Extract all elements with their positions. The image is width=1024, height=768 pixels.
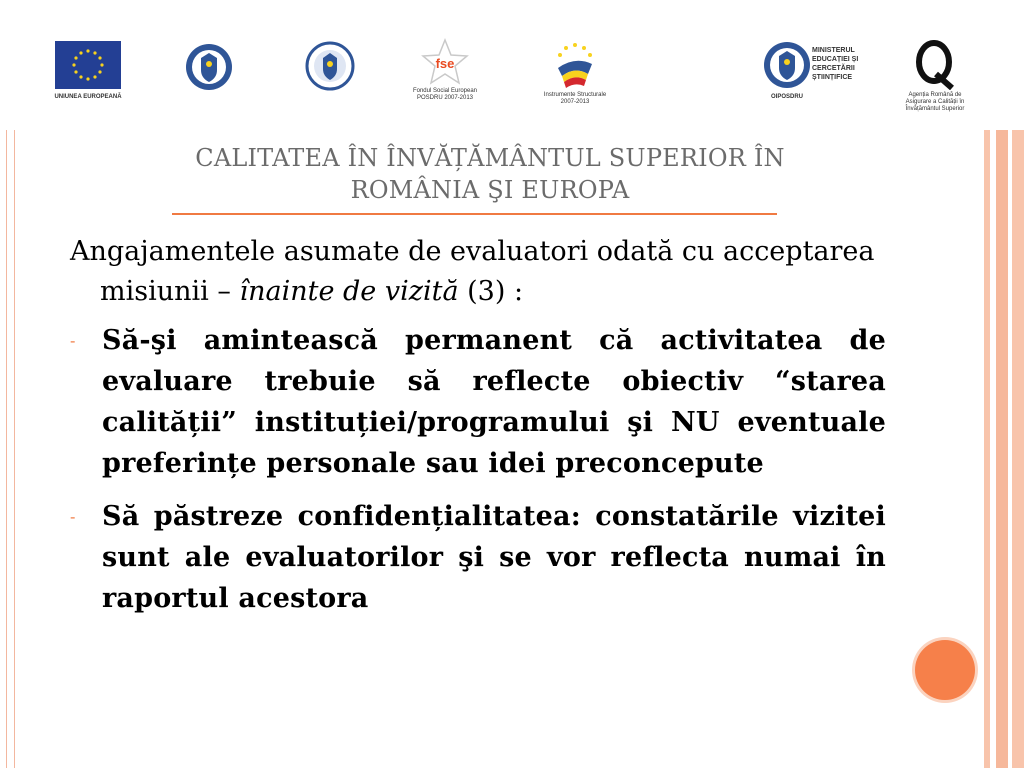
aracis-q-logo (908, 38, 960, 90)
fse-star-logo (420, 38, 470, 86)
intro-paragraph (70, 232, 886, 312)
bullet-text: Să păstreze confidențialitatea: constatările vizitei sunt ale evaluatorilor şi se vor reflecta numai în raportul acestora (102, 501, 886, 614)
romania-seal-logo (305, 40, 355, 92)
bullet-marker: - (70, 507, 76, 526)
bullet-list (70, 320, 886, 619)
slide-title-line-1: CALITATEA ÎN ÎNVĂȚĂMÂNTUL SUPERIOR ÎN (195, 144, 785, 172)
decorative-circle (915, 640, 975, 700)
logo-strip (0, 0, 1024, 128)
intro-emphasis: înainte de vizită (239, 276, 459, 307)
eu-caption: UNIUNEA EUROPEANĂ (54, 94, 122, 100)
title-underline (172, 213, 777, 215)
bullet-item (70, 496, 886, 619)
ministry-caption: MINISTERUL EDUCAȚIEI ȘI CERCETĂRII ȘTIINȚIFICE (812, 47, 859, 81)
structural-instruments-logo (548, 40, 602, 90)
right-decorative-band (982, 130, 1024, 768)
bullet-marker: - (70, 331, 76, 350)
government-seal-logo (184, 42, 234, 92)
intro-suffix: (3) : (458, 276, 524, 307)
eu-flag-logo (54, 40, 122, 90)
bullet-item (70, 320, 886, 484)
slide-title-line-2: ROMÂNIA ŞI EUROPA (350, 176, 630, 204)
aracis-caption: Agenția Română de Asigurare a Calității în Învățământul Superior (905, 92, 965, 112)
bullet-text: Să-şi amintească permanent că activitatea de evaluare trebuie să reflecte obiectiv “starea calității” instituției/programului şi NU eventuale preferințe personale sau idei preconcepute (102, 325, 886, 479)
svg-text:fse: fse (435, 56, 455, 71)
oiposdru-caption: OIPOSDRU (770, 94, 803, 100)
slide-body (70, 232, 886, 631)
intro-text: Angajamentele asumate de evaluatori odată cu acceptarea misiunii – (70, 236, 875, 307)
structural-instruments-caption: Instrumente Structurale 2007-2013 (543, 92, 607, 105)
oiposdru-seal-logo (762, 40, 812, 90)
fse-caption: Fondul Social European POSDRU 2007-2013 (412, 88, 478, 101)
left-decorative-rule (6, 130, 15, 768)
slide-title (120, 142, 860, 206)
